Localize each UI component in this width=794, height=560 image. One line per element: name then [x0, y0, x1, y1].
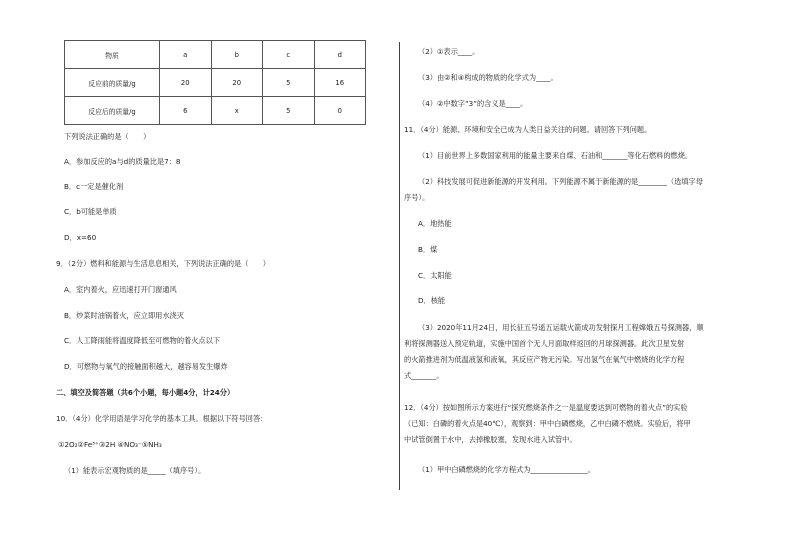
- q10-stem: 10．（4分）化学用语是学习化学的基本工具。根据以下符号回答：: [56, 414, 268, 423]
- table-cell: 0: [314, 97, 366, 125]
- q9-option-c: C．人工降雨能将温度降低至可燃物的着火点以下: [64, 336, 220, 345]
- q9-stem: 9．（2分）燃料和能源与生活息息相关，下列说法正确的是（ ）: [56, 259, 270, 268]
- q9-option-a: A．室内着火，应迅速打开门窗通风: [64, 285, 177, 294]
- q11-stem: 11．（4分）能源、环境和安全已成为人类日益关注的问题。请回答下列问题。: [404, 125, 652, 134]
- table-cell: 6: [160, 97, 212, 125]
- q8-option-a: A．参加反应的a与d的质量比是7：8: [64, 157, 181, 166]
- table-cell: 5: [263, 97, 315, 125]
- mass-table: [64, 40, 366, 125]
- q11-option-b: B．煤: [418, 245, 438, 254]
- q11-part-2-line-1: （2）科技发展可促进新能源的开发利用。下列能源不属于新能源的是________（选填字母: [418, 177, 703, 186]
- q12-part-1: （1）甲中白磷燃烧的化学方程式为________________。: [418, 465, 596, 474]
- q11-option-d: D．核能: [418, 296, 446, 305]
- section-two-heading: 二、填空及简答题（共6个小题，每小题4分，计24分）: [56, 388, 235, 397]
- q10-part-3: （3）由②和④构成的物质的化学式为____。: [418, 73, 558, 82]
- q8-option-d: D．x=60: [64, 233, 97, 242]
- q12-stem-line-1: 12．（4分）按如图所示方案进行“探究燃烧条件之一是温度要达到可燃物的着火点”的实验: [404, 403, 688, 412]
- table-cell: 5: [263, 69, 315, 97]
- q11-part-3-line-1: （3）2020年11月24日，用长征五号遥五运载火箭成功发射探月工程嫦娥五号探测器，顺: [418, 323, 704, 332]
- q11-part-3-line-4: 式_______。: [404, 371, 444, 380]
- table-cell: 16: [314, 69, 366, 97]
- table-cell: 反应后的质量/g: [65, 97, 160, 125]
- q12-stem-line-2: （已知：白磷的着火点是40℃），观察到：甲中白磷燃烧，乙中白磷不燃烧。实验后，将甲: [404, 419, 691, 428]
- q9-option-d: D．可燃物与氧气的接触面积越大，越容易发生爆炸: [64, 362, 228, 371]
- q11-part-3-line-3: 的火箭推进剂为低温液氢和液氧，其反应产物无污染。写出氢气在氧气中燃烧的化学方程: [404, 355, 685, 364]
- q11-part-1: （1）目前世界上多数国家利用的能量主要来自煤、石油和_______等化石燃料的燃烧。: [418, 151, 693, 160]
- table-row: [65, 97, 366, 125]
- q9-option-b: B．炒菜时油锅着火，应立即用水浇灭: [64, 311, 184, 320]
- table-header-row: [65, 41, 366, 69]
- column-divider: [399, 42, 400, 490]
- table-cell: x: [211, 97, 263, 125]
- q10-part-4: （4）②中数字“3”的含义是____。: [418, 99, 528, 108]
- table-cell: 20: [160, 69, 212, 97]
- table-header-cell: a: [160, 41, 212, 69]
- table-header-cell: 物质: [65, 41, 160, 69]
- q11-option-c: C．太阳能: [418, 271, 452, 280]
- q10-symbols: ①2O₂②Fe³⁺③2H ④NO₃⁻⑤NH₃: [58, 440, 162, 449]
- q11-part-2-line-2: 序号）。: [404, 193, 430, 202]
- table-header-cell: d: [314, 41, 366, 69]
- q8-option-b: B．c一定是催化剂: [64, 182, 124, 191]
- table-cell: 反应前的质量/g: [65, 69, 160, 97]
- table-cell: 20: [211, 69, 263, 97]
- table-row: [65, 69, 366, 97]
- q11-part-3-line-2: 利将探测器送入预定轨道，实施中国首个无人月面取样返回的月球探测器。此次卫星发射: [404, 339, 685, 348]
- q11-option-a: A．地热能: [418, 219, 452, 228]
- q10-part-2: （2）①表示____。: [418, 47, 480, 56]
- q12-stem-line-3: 中试管倒置于水中，去掉橡胶塞，发现水进入试管中。: [404, 435, 577, 444]
- q8-option-c: C．b可能是单质: [64, 207, 117, 216]
- table-header-cell: c: [263, 41, 315, 69]
- table-header-cell: b: [211, 41, 263, 69]
- q8-prompt: 下列说法正确的是（ ）: [64, 132, 151, 141]
- q10-part-1: （1）能表示宏观物质的是_____（填序号）。: [64, 466, 206, 475]
